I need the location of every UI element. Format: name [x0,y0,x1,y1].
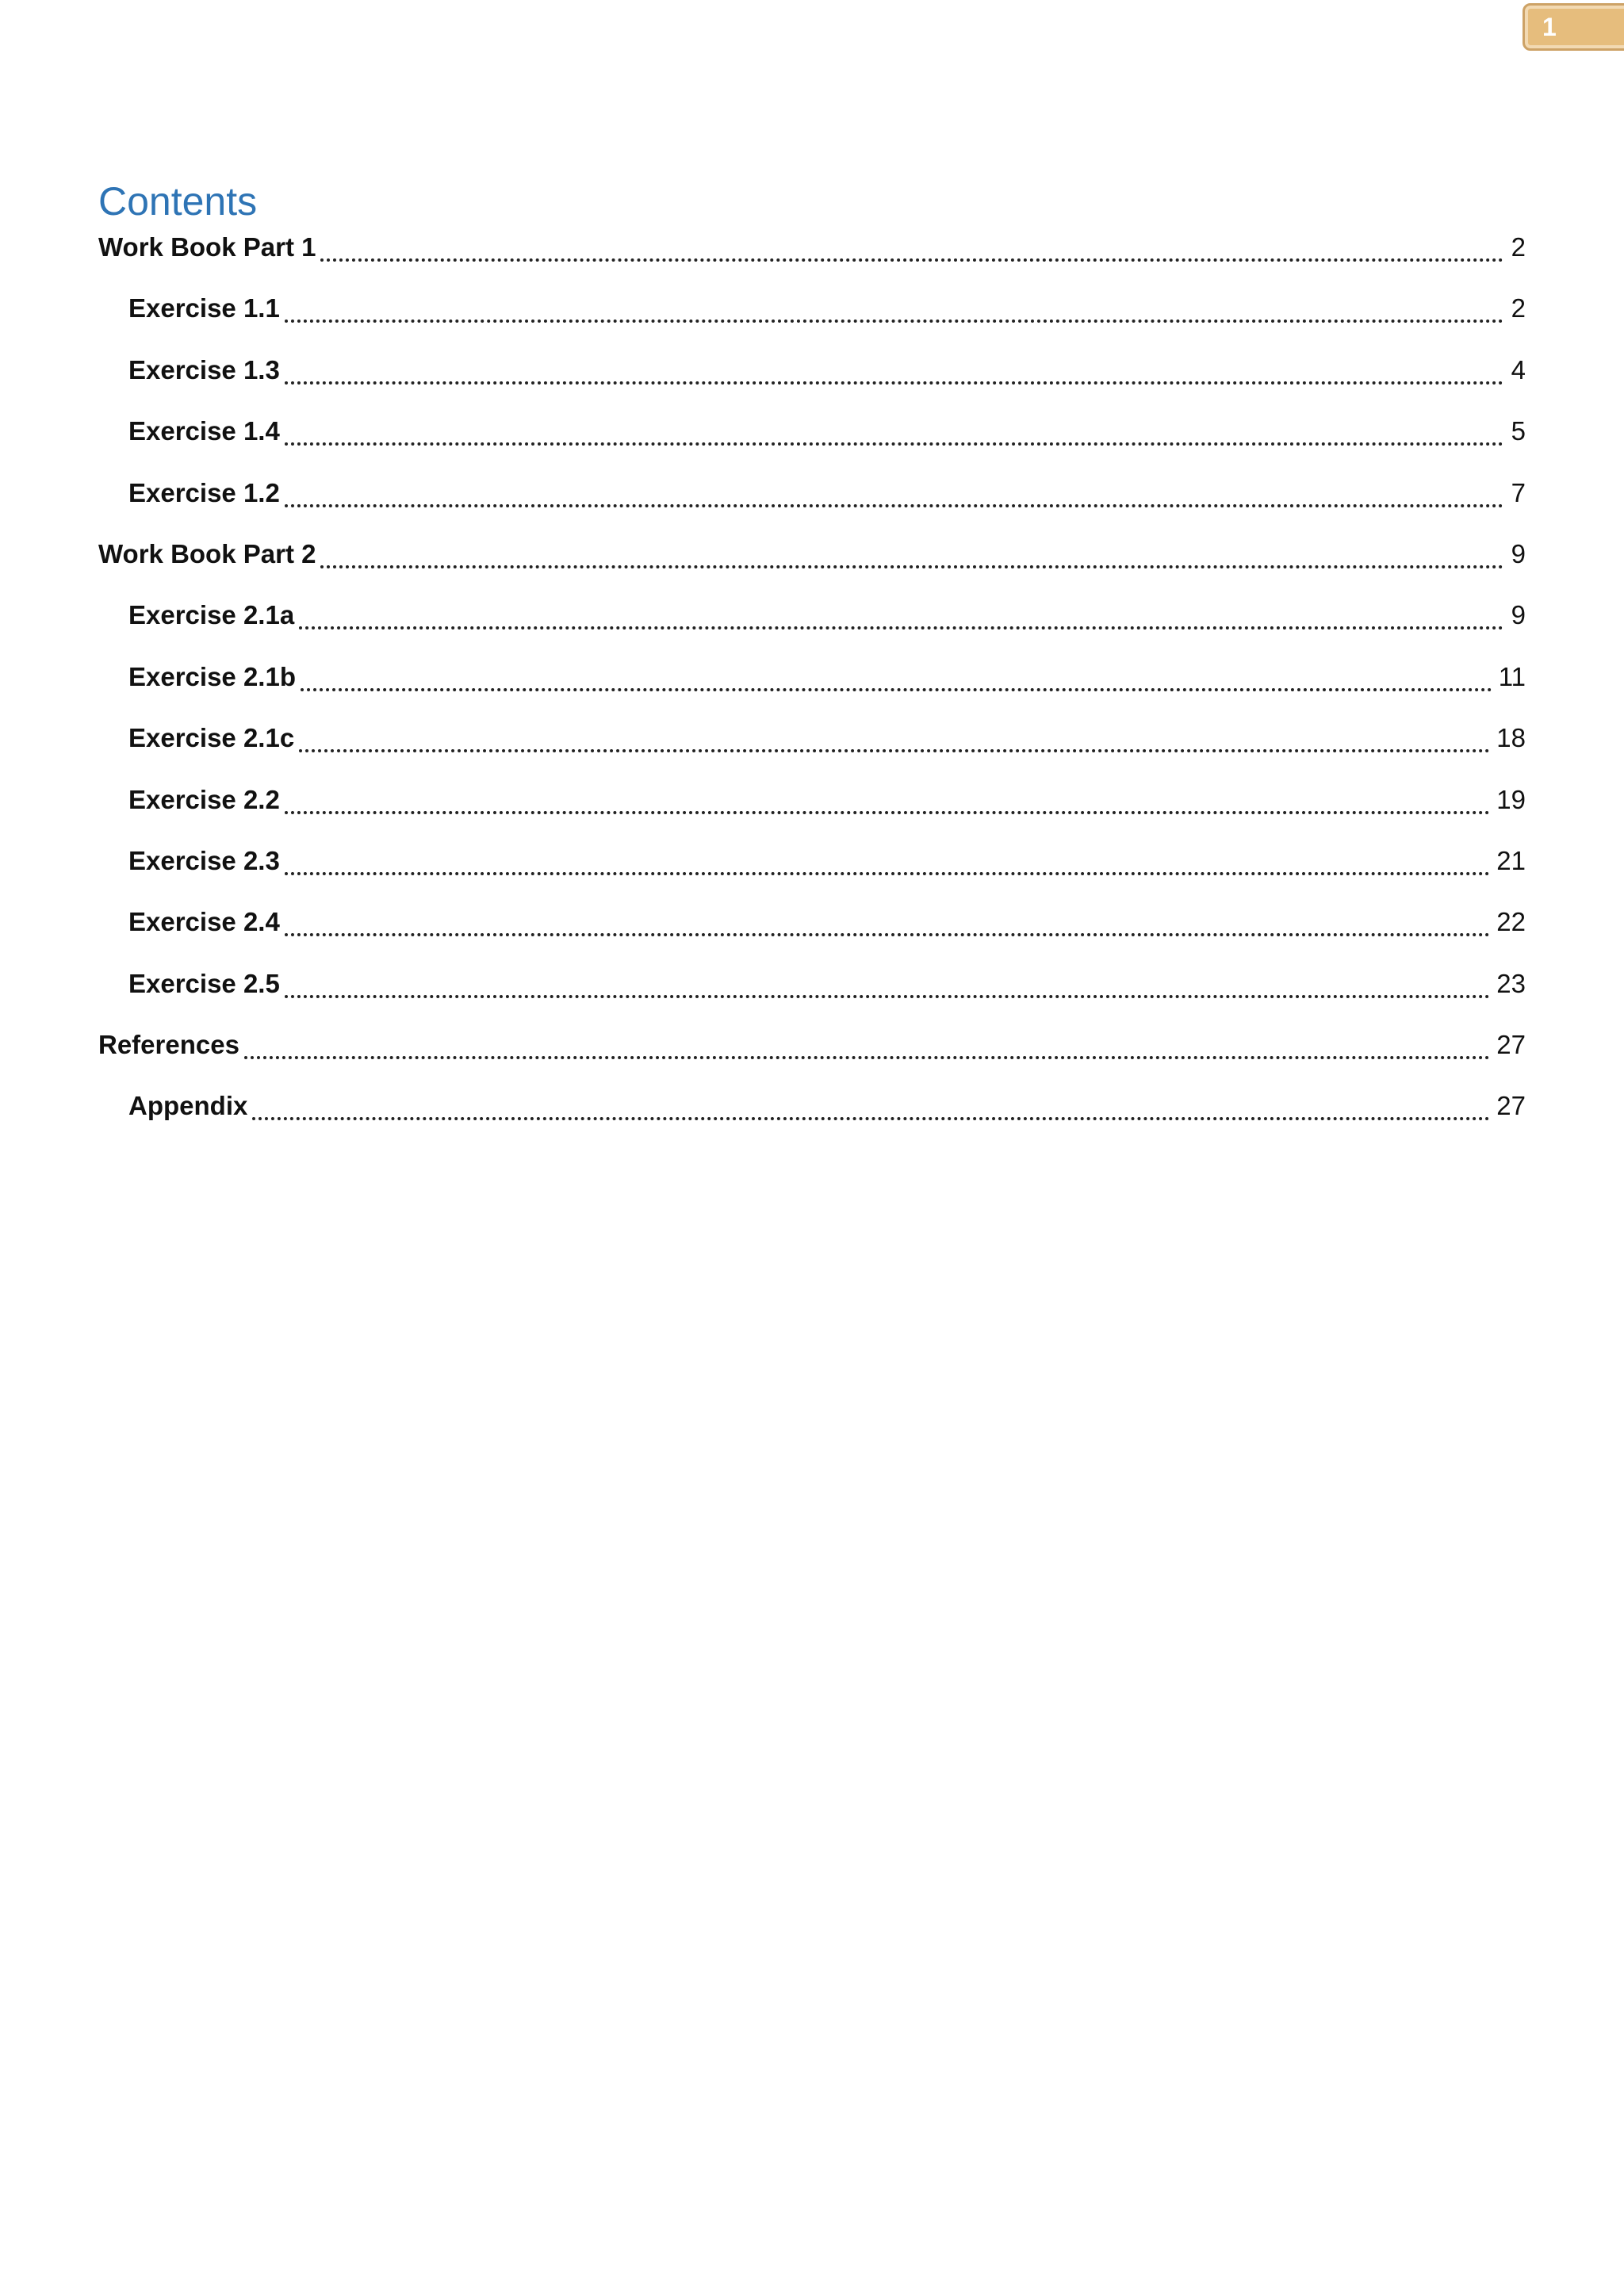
toc-entry-page-number: 9 [1511,600,1526,630]
toc-entry-label: Work Book Part 2 [98,538,316,568]
toc-entry-label: Appendix [128,1091,248,1121]
dot-leader [252,1090,1490,1120]
toc-entry-label: Exercise 2.1a [128,600,295,630]
toc-entry[interactable] [98,232,1526,293]
toc-entry-label: Exercise 1.3 [128,354,280,385]
toc-entry[interactable] [98,538,1526,599]
toc-entry[interactable] [98,906,1526,967]
toc-entry-page-number: 2 [1511,232,1526,262]
toc-entry[interactable] [98,354,1526,415]
dot-leader [320,232,1503,262]
toc-entry-label: Exercise 2.2 [128,784,280,814]
toc-list [98,232,1526,1152]
page-number-tab [1522,3,1624,51]
toc-entry-page-number: 18 [1496,723,1526,753]
toc-entry-page-number: 9 [1511,538,1526,568]
page-number: 1 [1542,13,1557,41]
dot-leader [244,1029,1490,1059]
toc-entry-label: Exercise 2.4 [128,907,280,937]
toc-entry-label: Work Book Part 1 [98,232,316,262]
toc-entry[interactable] [98,1090,1526,1151]
dot-leader [301,661,1492,691]
toc-entry-label: References [98,1030,239,1060]
toc-entry[interactable] [98,1029,1526,1090]
contents-heading: Contents [98,179,258,224]
dot-leader [285,477,1503,507]
dot-leader [299,722,1490,752]
toc-entry[interactable] [98,968,1526,1029]
dot-leader [285,415,1503,446]
toc-entry-label: Exercise 2.3 [128,845,280,875]
toc-entry-page-number: 22 [1496,907,1526,937]
dot-leader [285,906,1490,936]
toc-entry-label: Exercise 1.1 [128,293,280,323]
dot-leader [285,293,1503,323]
table-of-contents [98,176,1526,1152]
toc-entry-page-number: 27 [1496,1030,1526,1060]
dot-leader [285,784,1490,814]
toc-entry-label: Exercise 1.2 [128,477,280,507]
toc-entry-page-number: 21 [1496,845,1526,875]
toc-entry[interactable] [98,784,1526,845]
toc-entry-label: Exercise 2.1c [128,723,295,753]
toc-entry-page-number: 7 [1511,477,1526,507]
toc-entry[interactable] [98,722,1526,783]
toc-entry-label: Exercise 1.4 [128,416,280,446]
dot-leader [285,845,1490,875]
toc-entry-page-number: 27 [1496,1091,1526,1121]
dot-leader [285,354,1503,385]
dot-leader [320,538,1503,568]
toc-entry-page-number: 23 [1496,968,1526,998]
toc-entry-page-number: 5 [1511,416,1526,446]
dot-leader [285,968,1490,998]
toc-entry-label: Exercise 2.5 [128,968,280,998]
toc-entry-page-number: 2 [1511,293,1526,323]
toc-entry[interactable] [98,599,1526,660]
toc-entry-page-number: 19 [1496,784,1526,814]
toc-entry[interactable] [98,293,1526,354]
toc-entry[interactable] [98,415,1526,476]
toc-entry-page-number: 4 [1511,354,1526,385]
toc-entry-label: Exercise 2.1b [128,661,296,691]
dot-leader [299,599,1503,629]
toc-entry[interactable] [98,845,1526,906]
toc-entry-page-number: 11 [1498,661,1526,691]
toc-entry[interactable] [98,661,1526,722]
toc-entry[interactable] [98,477,1526,538]
